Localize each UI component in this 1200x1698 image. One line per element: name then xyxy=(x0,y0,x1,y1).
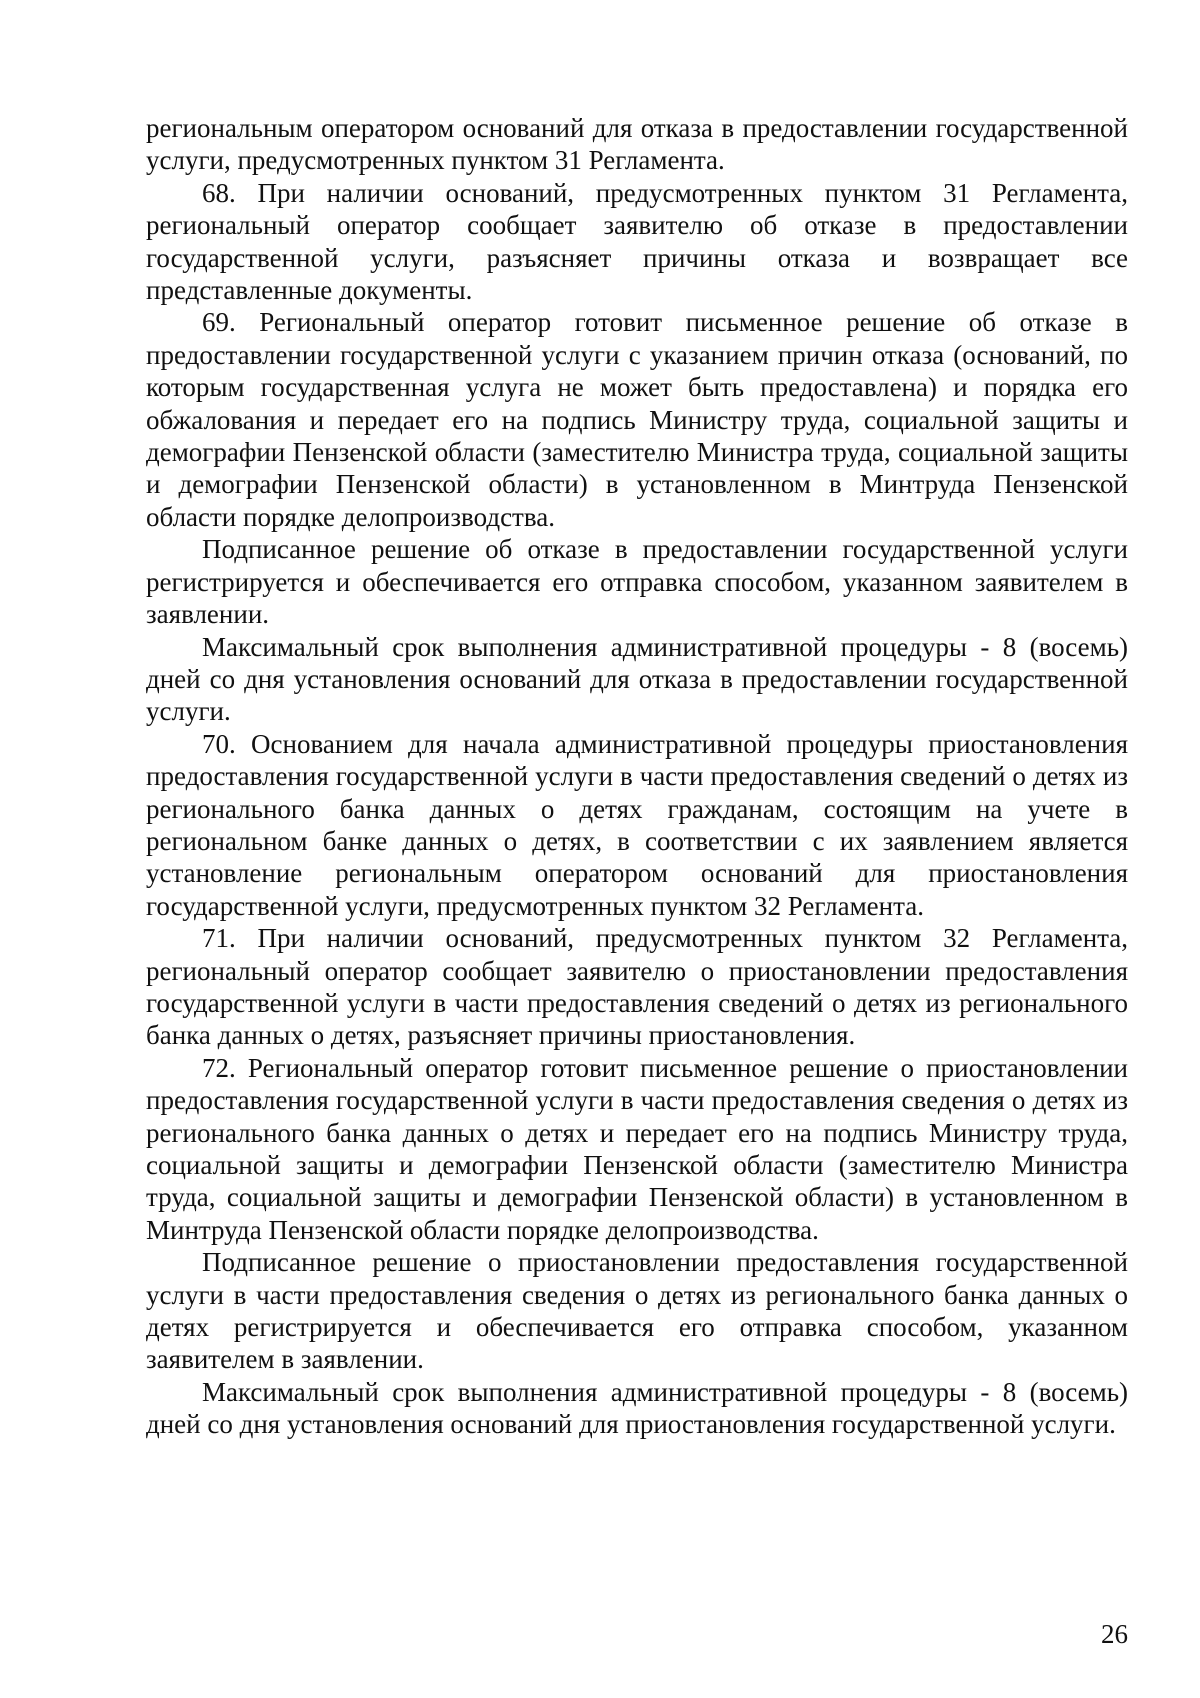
paragraph-69-signed-decision: Подписанное решение об отказе в предоставлении государственной услуги регистрируется и обеспечивается его отправка способом, указанном заявителем в заявлении. xyxy=(146,534,1128,630)
paragraph-72: 72. Региональный оператор готовит письменное решение о приостановлении предоставления государственной услуги в части предоставления сведения о детях из регионального банка данных о детях и передает его на подпись Министру труда, социальной защиты и демографии Пензенской области (заместителю Министра труда, социальной защиты и демографии Пензенской области) в установленном в Минтруда Пензенской области порядке делопроизводства. xyxy=(146,1052,1128,1245)
paragraph-71: 71. При наличии оснований, предусмотренных пунктом 32 Регламента, региональный оператор сообщает заявителю о приостановлении предоставления государственной услуги в части предоставления сведений о детях из регионального банка данных о детях, разъясняет причины приостановления. xyxy=(146,923,1128,1051)
paragraph-continuation: региональным оператором оснований для отказа в предоставлении государственной услуги, предусмотренных пунктом 31 Регламента. xyxy=(146,113,1128,176)
paragraph-72-signed-decision: Подписанное решение о приостановлении предоставления государственной услуги в части предоставления сведения о детях из регионального банка данных о детях регистрируется и обеспечивается его отправка способом, указанном заявителем в заявлении. xyxy=(146,1247,1128,1375)
paragraph-72-max-term: Максимальный срок выполнения административной процедуры - 8 (восемь) дней со дня установления оснований для приостановления государственной услуги. xyxy=(146,1376,1128,1440)
document-body xyxy=(146,112,1128,1441)
paragraph-70: 70. Основанием для начала административной процедуры приостановления предоставления государственной услуги в части предоставления сведений о детях из регионального банка данных о детях гражданам, состоящим на учете в региональном банке данных о детях, в соответствии с их заявлением является установление региональным оператором оснований для приостановления государственной услуги, предусмотренных пунктом 32 Регламента. xyxy=(146,728,1128,921)
paragraph-69-max-term: Максимальный срок выполнения административной процедуры - 8 (восемь) дней со дня установления оснований для отказа в предоставлении государственной услуги. xyxy=(146,631,1128,727)
paragraph-69: 69. Региональный оператор готовит письменное решение об отказе в предоставлении государственной услуги с указанием причин отказа (оснований, по которым государственная услуга не может быть предоставлена) и порядка его обжалования и передает его на подпись Министру труда, социальной защиты и демографии Пензенской области (заместителю Министра труда, социальной защиты и демографии Пензенской области) в установленном в Минтруда Пензенской области порядке делопроизводства. xyxy=(146,307,1128,532)
page-number: 26 xyxy=(1101,1619,1128,1649)
paragraph-68: 68. При наличии оснований, предусмотренных пунктом 31 Регламента, региональный оператор сообщает заявителю об отказе в предоставлении государственной услуги, разъясняет причины отказа и возвращает все представленные документы. xyxy=(146,177,1128,306)
